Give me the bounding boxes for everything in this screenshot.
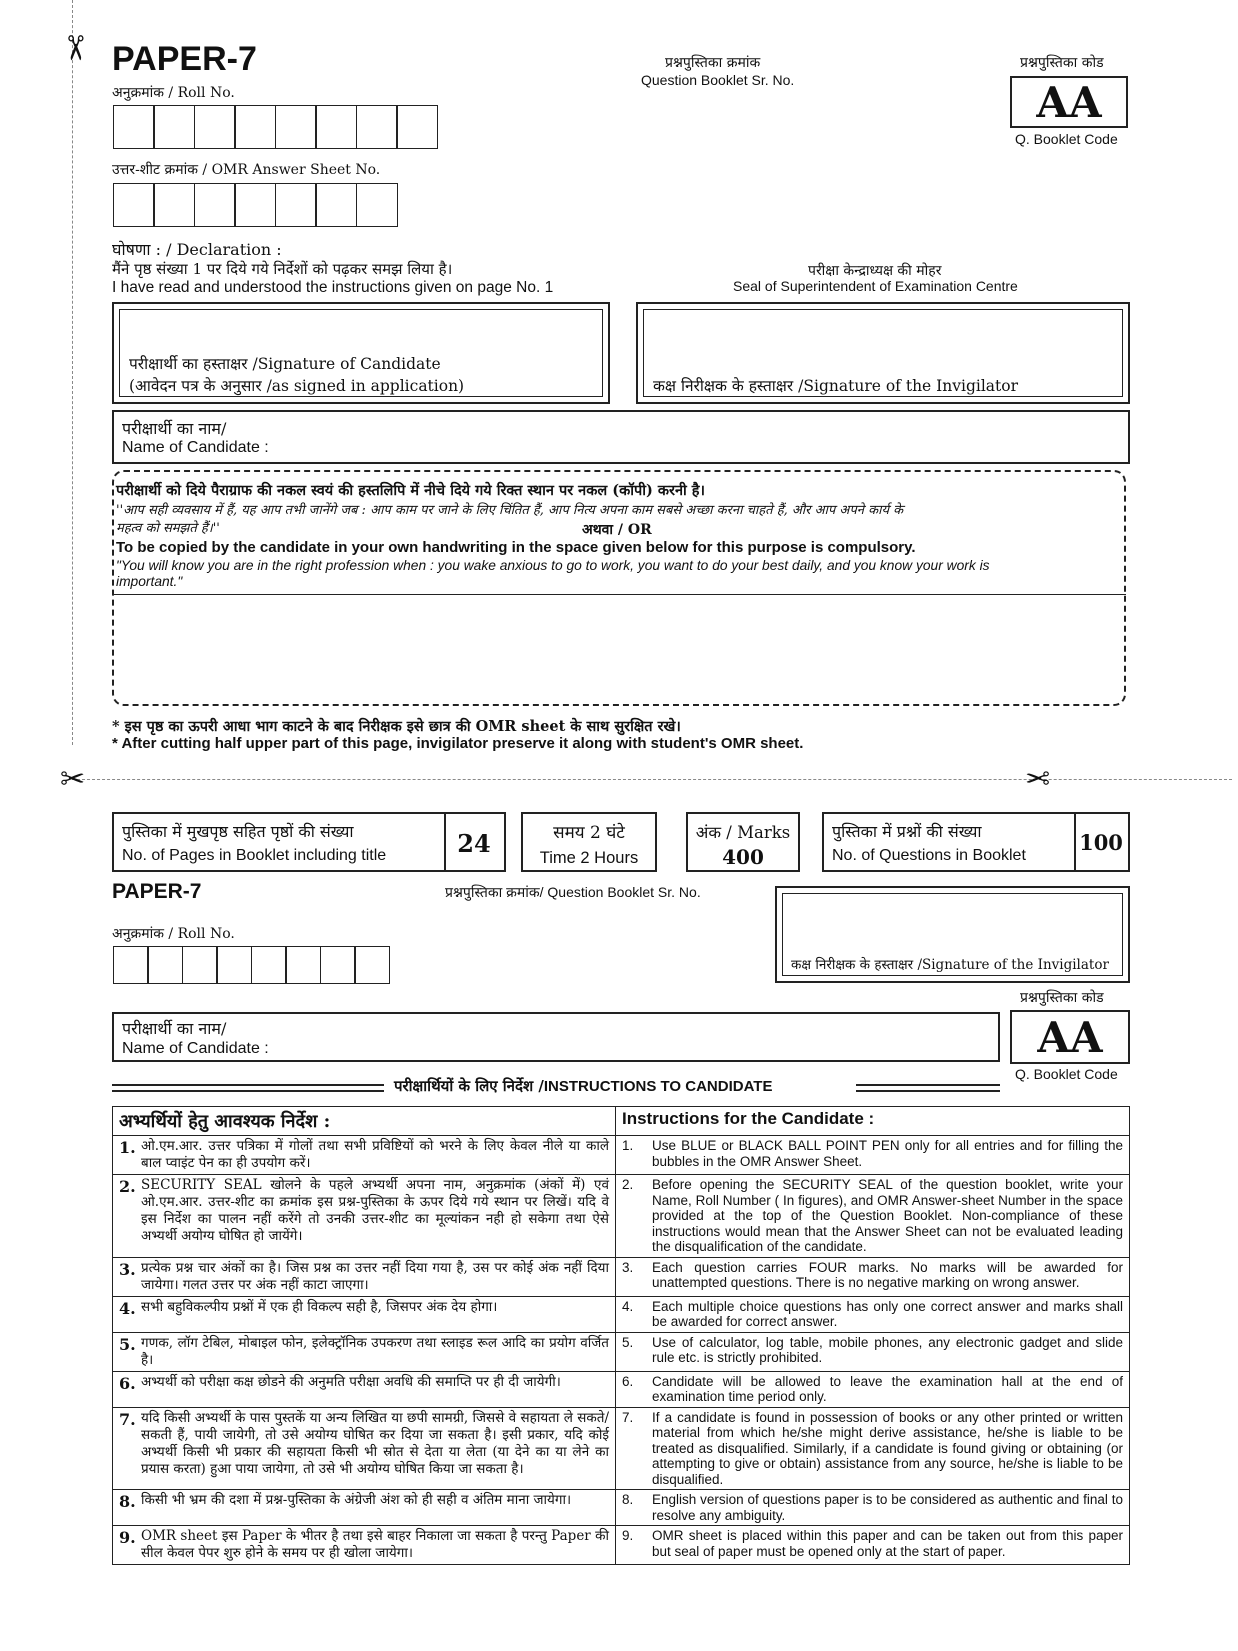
pages-info-box bbox=[112, 812, 506, 872]
invigilator-signature-box[interactable] bbox=[636, 302, 1130, 404]
marks-info-box bbox=[686, 812, 800, 872]
instruction-number: 1. bbox=[119, 1138, 136, 1157]
instruction-row bbox=[113, 1332, 1130, 1371]
instruction-text-hi: ओ.एम.आर. उत्तर पत्रिका में गोलों तथा सभी प्रविष्टियों को भरने के लिए केवल नीले या काले बाल प्वाइंट पेन का ही उपयोग करें। bbox=[141, 1138, 609, 1171]
sig-invigilator-bottom: कक्ष निरीक्षक के हस्ताक्षर /Signature of the Invigilator bbox=[791, 957, 1109, 973]
instruction-number: 6. bbox=[119, 1373, 136, 1393]
col-hi-heading: अभ्यर्थियों हेतु आवश्यक निर्देश : bbox=[119, 1111, 331, 1132]
booklet-sr-en: Question Booklet Sr. No. bbox=[641, 72, 795, 88]
scissors-icon: ✂ bbox=[55, 33, 94, 63]
booklet-code-hi-bottom: प्रश्नपुस्तिका कोड bbox=[1020, 990, 1104, 1006]
time-en: Time 2 Hours bbox=[539, 849, 639, 867]
roll-label: अनुक्रमांक / Roll No. bbox=[112, 85, 235, 101]
instruction-text-hi: गणक, लॉग टेबिल, मोबाइल फोन, इलेक्ट्रॉनिक उपकरण तथा स्लाइड रूल आदि का प्रयोग वर्जित है। bbox=[141, 1334, 609, 1368]
booklet-code: AA bbox=[1036, 77, 1102, 127]
instruction-text-hi: किसी भी भ्रम की दशा में प्रश्न-पुस्तिका के अंग्रेजी अंश को ही सही व अंतिम माना जायेगा। bbox=[141, 1492, 572, 1508]
instruction-row bbox=[113, 1371, 1130, 1407]
questions-info-box bbox=[822, 812, 1130, 872]
note-hi: * इस पृष्ठ का ऊपरी आधा भाग काटने के बाद निरीक्षक इसे छात्र की OMR sheet के साथ सुरक्षित रखे। bbox=[112, 718, 681, 735]
instructions-banner bbox=[394, 1076, 772, 1096]
vertical-cut-line bbox=[72, 0, 73, 745]
instruction-number: 4. bbox=[119, 1298, 136, 1318]
booklet-sr-bottom: प्रश्नपुस्तिका क्रमांक/ Question Booklet Sr. No. bbox=[445, 884, 701, 900]
roll-label-bottom: अनुक्रमांक / Roll No. bbox=[112, 926, 235, 942]
instruction-text-hi: अभ्यर्थी को परीक्षा कक्ष छोडने की अनुमति परीक्षा अवधि की समाप्ति पर ही दी जायेगी। bbox=[141, 1373, 561, 1390]
horizontal-cut-line bbox=[72, 779, 1232, 780]
banner-rule-left bbox=[112, 1084, 384, 1092]
name-hi-bottom: परीक्षार्थी का नाम/ bbox=[122, 1019, 227, 1038]
questions-value: 100 bbox=[1079, 830, 1123, 855]
name-en-bottom: Name of Candidate : bbox=[122, 1040, 269, 1057]
instruction-number: 9. bbox=[119, 1528, 136, 1547]
omr-label: उत्तर-शीट क्रमांक / OMR Answer Sheet No. bbox=[112, 162, 381, 178]
banner-hi: परीक्षार्थियों के लिए निर्देश / bbox=[394, 1077, 544, 1095]
instruction-row bbox=[113, 1257, 1130, 1296]
declaration-en: I have read and understood the instructions given on page No. 1 bbox=[112, 279, 554, 296]
instruction-text-en: Use of calculator, log table, mobile phones, any electronic gadget and slide rule etc. is strictly prohibited. bbox=[652, 1334, 1123, 1365]
instruction-row bbox=[113, 1175, 1130, 1258]
sig-candidate-line1: परीक्षार्थी का हस्ताक्षर /Signature of Candidate bbox=[129, 355, 441, 373]
instruction-row bbox=[113, 1296, 1130, 1332]
instruction-number: 8. bbox=[119, 1492, 136, 1511]
instruction-text-en: Each question carries FOUR marks. No marks will be awarded for unattempted questions. There is no negative marking on wrong answer. bbox=[652, 1259, 1123, 1290]
instruction-number: 5. bbox=[119, 1334, 136, 1354]
instruction-number: 7. bbox=[119, 1409, 136, 1429]
pages-hi: पुस्तिका में मुखपृष्ठ सहित पृष्ठों की संख्या bbox=[122, 822, 354, 841]
sig-candidate-line2: (आवेदन पत्र के अनुसार /as signed in application) bbox=[129, 377, 465, 395]
or-label: अथवा / OR bbox=[582, 522, 652, 538]
instruction-number: 2. bbox=[119, 1177, 136, 1196]
candidate-signature-box[interactable] bbox=[112, 302, 610, 404]
instruction-text-hi: सभी बहुविकल्पीय प्रश्नों में एक ही विकल्प सही है, जिसपर अंक देय होगा। bbox=[141, 1298, 498, 1315]
instruction-text-hi: प्रत्येक प्रश्न चार अंकों का है। जिस प्रश्न का उत्तर नहीं दिया गया है, उस पर कोई अंक नहीं दिया जायेगा। गलत उत्तर पर अंक नहीं काटा जाएगा। bbox=[141, 1259, 609, 1293]
copy-quote-hi-1: ''आप सही व्यवसाय में हैं, यह आप तभी जानेंगे जब : आप काम पर जाने के लिए चिंतित हैं, आप नित्य अपना काम सबसे अच्छा करना चाहते हैं, और आप अपने कार्य के bbox=[116, 503, 904, 518]
instructions-table bbox=[112, 1106, 1130, 1565]
copy-quote-en-1: "You will know you are in the right profession when : you wake anxious to go to work, you want to do your best daily, and you know your work is bbox=[116, 558, 990, 573]
instruction-text-hi: SECURITY SEAL खोलने के पहले अभ्यर्थी अपना नाम, अनुक्रमांक (अंकों में) एवं ओ.एम.आर. उत्तर-शीट का क्रमांक इस प्रश्न-पुस्तिका के ऊपर दिये गये स्थान पर लिखें। यदि वे इस निर्देश का पालन नहीं करेंगे तो उनकी उत्तर-शीट का मूल्यांकन नही हो सकेगा तथा ऐसे अभ्यर्थी अयोग्य घोषित हो जायेंगे। bbox=[141, 1177, 609, 1244]
instruction-number-en: 1. bbox=[622, 1138, 634, 1153]
instruction-text-en: Candidate will be allowed to leave the examination hall at the end of examination time period only. bbox=[652, 1373, 1123, 1404]
scissors-icon: ✂ bbox=[1025, 763, 1051, 796]
instruction-row bbox=[113, 1526, 1130, 1565]
booklet-sr-hi: प्रश्नपुस्तिका क्रमांक bbox=[665, 55, 761, 71]
instruction-number-en: 2. bbox=[622, 1177, 634, 1192]
sig-invigilator: कक्ष निरीक्षक के हस्ताक्षर /Signature of the Invigilator bbox=[653, 377, 1019, 395]
copy-paragraph-area[interactable] bbox=[112, 470, 1126, 706]
scissors-icon: ✂ bbox=[60, 763, 86, 796]
copy-quote-hi-2: महत्व को समझते हैं।'' bbox=[116, 521, 220, 536]
name-box-bottom[interactable] bbox=[112, 1012, 1000, 1062]
roll-number-boxes[interactable] bbox=[114, 105, 438, 149]
booklet-code-en-bottom: Q. Booklet Code bbox=[1015, 1066, 1118, 1082]
pages-value: 24 bbox=[457, 829, 491, 858]
declaration-label: घोषणा : / Declaration : bbox=[112, 240, 282, 259]
instruction-number-en: 7. bbox=[622, 1409, 634, 1425]
seal-hi: परीक्षा केन्द्राध्यक्ष की मोहर bbox=[808, 263, 942, 279]
instruction-number-en: 4. bbox=[622, 1298, 634, 1314]
time-info-box bbox=[521, 812, 657, 872]
instruction-text-hi: OMR sheet इस Paper के भीतर है तथा इसे बाहर निकाला जा सकता है परन्तु Paper की सील केवल पेपर शुरु होने के समय पर ही खोला जायेगा। bbox=[141, 1528, 609, 1561]
questions-hi: पुस्तिका में प्रश्नों की संख्या bbox=[832, 822, 982, 841]
instruction-number-en: 3. bbox=[622, 1259, 634, 1275]
marks-label: अंक / Marks bbox=[695, 823, 791, 842]
instructions-header-row bbox=[113, 1107, 1130, 1136]
booklet-code-en: Q. Booklet Code bbox=[1015, 131, 1118, 147]
instruction-number-en: 8. bbox=[622, 1492, 634, 1507]
instruction-text-en: Each multiple choice questions has only one correct answer and marks shall be awarded for correct answer. bbox=[652, 1298, 1123, 1329]
roll-number-boxes-bottom[interactable] bbox=[114, 946, 390, 984]
paper-title: PAPER-7 bbox=[112, 40, 257, 78]
booklet-code-hi: प्रश्नपुस्तिका कोड bbox=[1020, 55, 1104, 71]
handwriting-space[interactable] bbox=[112, 594, 1126, 595]
pages-en: No. of Pages in Booklet including title bbox=[122, 847, 387, 864]
instruction-text-en: If a candidate is found in possession of books or any other printed or written material from which he/she might derive assistance, he/she is liable to be treated as disqualified. Similarly, if a candidate is found giving or obtaining (or attempting to give or obtain) assistance from any source, he/she is liable to be disqualified. bbox=[652, 1409, 1123, 1487]
copy-quote-en-2: important." bbox=[116, 574, 183, 589]
instruction-row bbox=[113, 1490, 1130, 1526]
instruction-text-en: OMR sheet is placed within this paper and can be taken out from this paper but seal of paper must be opened only at the start of paper. bbox=[652, 1528, 1123, 1559]
banner-rule-right bbox=[856, 1084, 1000, 1092]
banner-en: INSTRUCTIONS TO CANDIDATE bbox=[543, 1078, 773, 1095]
instruction-text-en: Use BLUE or BLACK BALL POINT PEN only for all entries and for filling the bubbles in the OMR Answer Sheet. bbox=[652, 1138, 1123, 1169]
instruction-text-en: English version of questions paper is to be considered as authentic and final to resolve any ambiguity. bbox=[652, 1492, 1123, 1523]
instruction-text-hi: यदि किसी अभ्यर्थी के पास पुस्तकें या अन्य लिखित या छपी सामग्री, जिससे वे सहायता ले सकते/सकती हैं, पायी जायेगी, तो उसे अयोग्य घोषित कर दिया जा सकता है। इसी प्रकार, यदि कोई अभ्यर्थी किसी भी प्रकार की सहायता किसी भी स्रोत से देता या लेता (या देने का या लेने का प्रयास करता) हुआ पाया जायेगा, तो उसे भी अयोग्य घोषित किया जा सकता है। bbox=[141, 1409, 609, 1477]
marks-value: 400 bbox=[722, 845, 764, 869]
note-en: * After cutting half upper part of this page, invigilator preserve it along with student's OMR sheet. bbox=[112, 735, 804, 752]
invigilator-signature-box-bottom[interactable] bbox=[775, 886, 1130, 983]
omr-number-boxes[interactable] bbox=[114, 183, 398, 227]
time-hi: समय 2 घंटे bbox=[553, 823, 625, 843]
col-en-heading: Instructions for the Candidate : bbox=[622, 1109, 875, 1128]
instruction-number-en: 9. bbox=[622, 1528, 634, 1543]
candidate-name-box[interactable] bbox=[112, 410, 1130, 464]
booklet-code-box-bottom bbox=[1010, 1010, 1130, 1064]
name-hi: परीक्षार्थी का नाम/ bbox=[122, 419, 227, 438]
booklet-code-bottom: AA bbox=[1037, 1012, 1103, 1062]
questions-en: No. of Questions in Booklet bbox=[832, 847, 1026, 864]
instruction-row bbox=[113, 1136, 1130, 1175]
instruction-number-en: 5. bbox=[622, 1334, 634, 1350]
copy-heading-en: To be copied by the candidate in your own handwriting in the space given below for this purpose is compulsory. bbox=[116, 539, 916, 556]
declaration-hi: मैंने पृष्ठ संख्या 1 पर दिये गये निर्देशों को पढ़कर समझ लिया है। bbox=[112, 260, 453, 278]
instruction-number: 3. bbox=[119, 1259, 136, 1279]
instruction-row bbox=[113, 1407, 1130, 1490]
booklet-code-box bbox=[1010, 76, 1128, 128]
instruction-number-en: 6. bbox=[622, 1373, 634, 1389]
seal-en: Seal of Superintendent of Examination Centre bbox=[733, 278, 1018, 294]
name-en: Name of Candidate : bbox=[122, 439, 269, 456]
copy-heading-hi: परीक्षार्थी को दिये पैराग्राफ की नकल स्वयं की हस्तलिपि में नीचे दिये गये रिक्त स्थान पर नकल (कॉपी) करनी है। bbox=[116, 482, 706, 499]
instruction-text-en: Before opening the SECURITY SEAL of the question booklet, write your Name, Roll Number ( In figures), and OMR Answer-sheet Number in the space provided at the top of the Question Booklet. Non-compliance of these instructions would mean that the Answer Sheet can not be evaluated leading the disqualification of the candidate. bbox=[652, 1177, 1123, 1254]
paper-title-bottom: PAPER-7 bbox=[112, 880, 202, 903]
